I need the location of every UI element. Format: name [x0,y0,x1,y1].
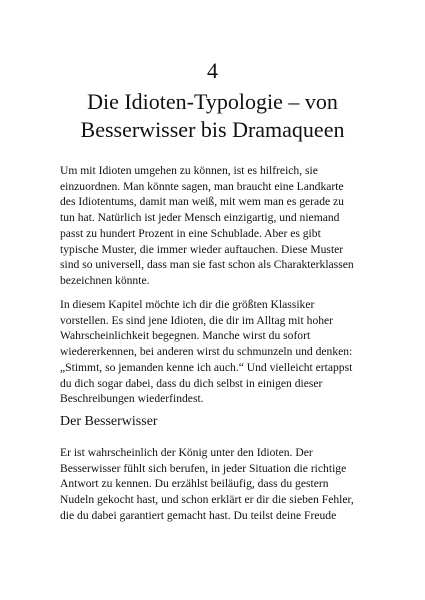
text-line: Antwort zu kennen. Du erzählst beiläufig, dass du gestern [60,477,329,491]
section-heading: Der Besserwisser [60,414,158,429]
intro-paragraph [60,163,370,289]
text-line: In diesem Kapitel möchte ich dir die größten Klassiker [60,298,315,311]
text-line: typische Muster, die immer wieder auftauchen. Diese Muster [60,242,344,256]
text-line: Besserwisser fühlt sich berufen, in jeder Situation die richtige [60,461,347,475]
text-line: Er ist wahrscheinlich der König unter den Idioten. Der [60,446,313,459]
text-line: Um mit Idioten umgehen zu können, ist es hilfreich, sie [60,164,318,177]
second-paragraph [60,297,370,407]
chapter-title-line: Besserwisser bis Dramaqueen [80,117,345,142]
text-line: bezeichnen könnte. [60,273,150,287]
text-line: „Stimmt, so jemanden kenne ich auch.“ Und vielleicht ertappst [60,360,353,374]
text-line: du dich sogar dabei, dass du dich selbst in einigen dieser [60,376,323,390]
text-line: wiedererkennen, bei anderen wirst du schmunzeln und denken: [60,345,353,359]
text-line: vorstellen. Es sind jene Idioten, die dir im Alltag mit hoher [60,313,334,327]
text-line: Wahrscheinlichkeit begegnen. Manche wirst du sofort [60,329,311,343]
chapter-title-line: Die Idioten-Typologie – von [87,89,338,114]
text-line: tun hat. Natürlich ist jeder Mensch einzigartig, und niemand [60,211,340,225]
chapter-title [40,88,385,144]
section-paragraph [60,445,370,524]
chapter-number: 4 [207,58,218,83]
text-line: die du dabei garantiert gemacht hast. Du teilst deine Freude [60,508,337,522]
text-line: einzuordnen. Man könnte sagen, man braucht eine Landkarte [60,179,344,193]
text-line: passt zu hundert Prozent in eine Schublade. Aber es gibt [60,226,321,240]
text-line: Nudeln gekocht hast, und schon erklärt er dir die sieben Fehler, [60,493,354,507]
text-line: sind so universell, dass man sie fast schon als Charakterklassen [60,258,354,272]
text-line: Beschreibungen wiederfindest. [60,392,204,406]
text-line: des Idiotentums, damit man weiß, mit wem man es gerade zu [60,195,344,209]
